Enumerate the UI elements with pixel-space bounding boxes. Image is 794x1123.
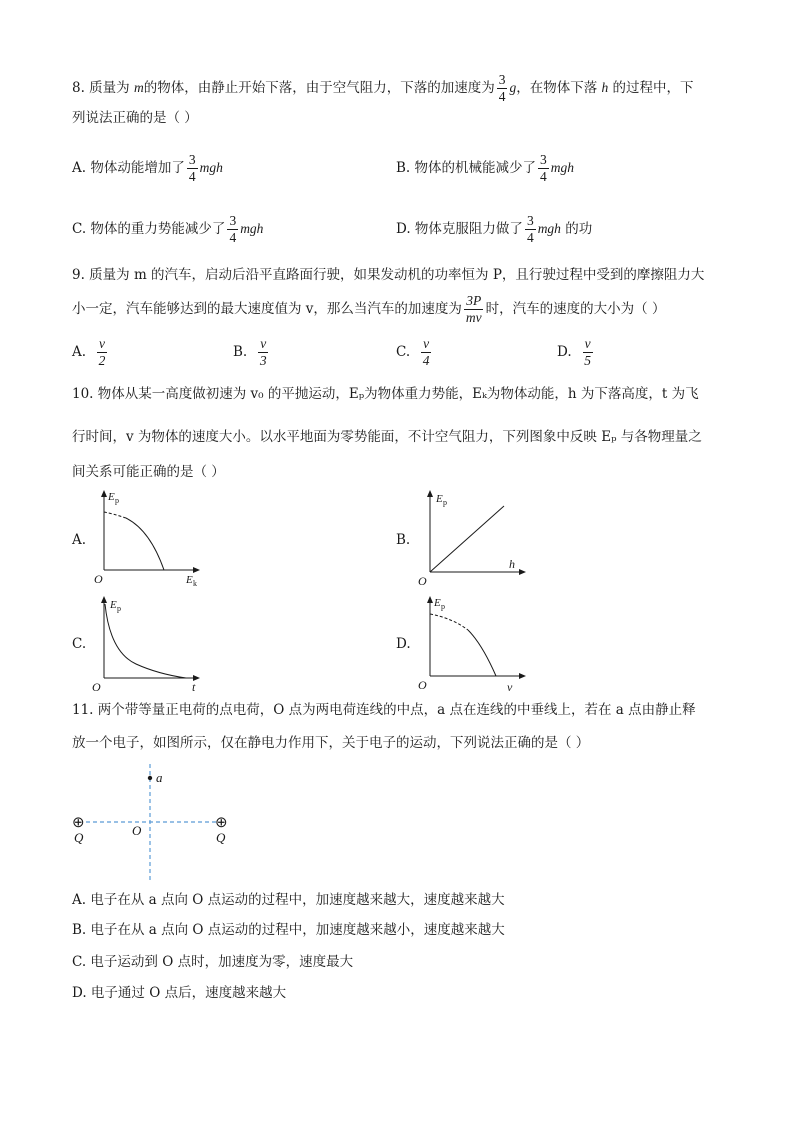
- q9-option-d: D. $\frac{v}{5}$: [557, 336, 591, 368]
- x-axis-label: h: [509, 557, 515, 571]
- q8-text: 的过程中，下: [608, 80, 694, 96]
- q9-stem-line2: 小一定，汽车能够达到的最大速度值为 v，那么当汽车的加速度为 $\frac{3P}{mv}$ 时，汽车的速度的大小为（ ）: [72, 293, 666, 325]
- y-axis-label: E: [434, 597, 441, 609]
- q8-stem-line1: [72, 72, 694, 105]
- q8-mass-symbol: m: [133, 80, 144, 95]
- q11-option-a: A. 电子在从 a 点向 O 点运动的过程中，加速度越来越大，速度越来越大: [72, 892, 505, 908]
- q11-option-b: B. 电子在从 a 点向 O 点运动的过程中，加速度越来越小，速度越来越大: [72, 922, 505, 938]
- origin-label: O: [418, 678, 427, 692]
- y-axis-arrow: [427, 596, 433, 603]
- q10-graph-c: [88, 594, 208, 694]
- positive-charge-right-icon: ⊕: [215, 815, 228, 831]
- point-a-dot: [148, 776, 152, 780]
- q9-option-a: A. $\frac{v}{2}$: [72, 336, 106, 368]
- x-axis-label: t: [192, 680, 196, 694]
- svg-text:p: p: [115, 496, 119, 505]
- y-axis-arrow: [427, 490, 433, 497]
- q8-fraction: $\frac{3}{4}$: [498, 72, 506, 104]
- point-a-label: a: [156, 770, 163, 785]
- q9-option-c: C. $\frac{v}{4}$: [396, 336, 430, 368]
- q10-option-c-label: C.: [72, 636, 87, 652]
- y-axis-label: E: [110, 599, 117, 611]
- origin-label: O: [92, 680, 101, 694]
- q11-stem-line2: 放一个电子，如图所示，仅在静电力作用下，关于电子的运动，下列说法正确的是（ ）: [72, 735, 590, 751]
- solid-curve: [468, 630, 496, 676]
- q10-graph-d: [414, 594, 534, 694]
- q11-charge-figure: [68, 760, 248, 884]
- svg-text:p: p: [441, 602, 445, 611]
- q8-text: 8. 质量为: [72, 80, 134, 96]
- q9-stem-line1: 9. 质量为 m 的汽车，启动后沿平直路面行驶，如果发动机的功率恒为 P，且行驶过程中受到的摩擦阻力大: [72, 267, 705, 283]
- q8-g-symbol: g: [509, 80, 517, 95]
- x-axis-arrow: [519, 569, 526, 575]
- q11-option-d: D. 电子通过 O 点后，速度越来越大: [72, 985, 287, 1001]
- origin-label: O: [418, 574, 427, 588]
- q10-graph-a: [88, 488, 208, 588]
- y-axis-arrow: [101, 490, 107, 497]
- dashed-curve: [104, 512, 126, 518]
- x-axis-arrow: [193, 567, 200, 573]
- q10-option-b-label: B.: [396, 532, 411, 548]
- charge-right-label: Q: [216, 830, 226, 845]
- q9-option-b: B. $\frac{v}{3}$: [233, 336, 267, 368]
- origin-label: O: [94, 572, 103, 586]
- q8-text: ，在物体下落: [516, 80, 602, 96]
- q8-stem-line2: 列说法正确的是（ ）: [72, 110, 198, 126]
- q8-h-symbol: h: [601, 80, 609, 95]
- q10-option-d-label: D.: [396, 636, 411, 652]
- svg-text:p: p: [443, 498, 447, 507]
- svg-text:p: p: [117, 604, 121, 613]
- q10-option-a-label: A.: [72, 532, 87, 548]
- y-axis-arrow: [101, 596, 107, 603]
- positive-charge-left-icon: ⊕: [72, 815, 85, 831]
- solid-curve: [126, 518, 164, 570]
- y-axis-label: E: [436, 493, 443, 505]
- q8-option-a: A. 物体动能增加了 $\frac{3}{4}$ mgh: [72, 152, 223, 184]
- q10-stem-line3: 间关系可能正确的是（ ）: [72, 464, 225, 480]
- q8-option-d: D. 物体克服阻力做了 $\frac{3}{4}$ mgh 的功: [396, 213, 593, 245]
- q11-stem-line1: 11. 两个带等量正电荷的点电荷，O 点为两电荷连线的中点，a 点在连线的中垂线上，若在 a 点由静止释: [72, 702, 696, 718]
- svg-text:k: k: [193, 579, 197, 588]
- q10-stem-line2: 行时间，v 为物体的速度大小。以水平地面为零势能面，不计空气阻力，下列图象中反映 Eₚ 与各物理量之: [72, 429, 702, 445]
- q8-option-b: B. 物体的机械能减少了 $\frac{3}{4}$ mgh: [396, 152, 575, 184]
- y-axis-label: E: [108, 491, 115, 503]
- x-axis-label: v: [507, 680, 513, 694]
- dashed-curve: [430, 614, 468, 630]
- q11-option-c: C. 电子运动到 O 点时，加速度为零，速度最大: [72, 954, 354, 970]
- x-axis-label: E: [186, 574, 193, 586]
- q8-option-c: C. 物体的重力势能减少了 $\frac{3}{4}$ mgh: [72, 213, 264, 245]
- q10-graph-b: [414, 488, 534, 588]
- charge-left-label: Q: [74, 830, 84, 845]
- x-axis-arrow: [519, 673, 526, 679]
- q10-stem-line1: 10. 物体从某一高度做初速为 v₀ 的平抛运动，Eₚ为物体重力势能，Eₖ为物体动能，h 为下落高度，t 为飞: [72, 386, 699, 402]
- point-o-label: O: [132, 823, 142, 838]
- q9-fraction: $\frac{3P}{mv}$: [465, 293, 482, 325]
- decay-curve: [105, 604, 186, 678]
- linear-line: [430, 506, 504, 572]
- q8-text: 的物体，由静止开始下落，由于空气阻力，下落的加速度为: [143, 80, 495, 96]
